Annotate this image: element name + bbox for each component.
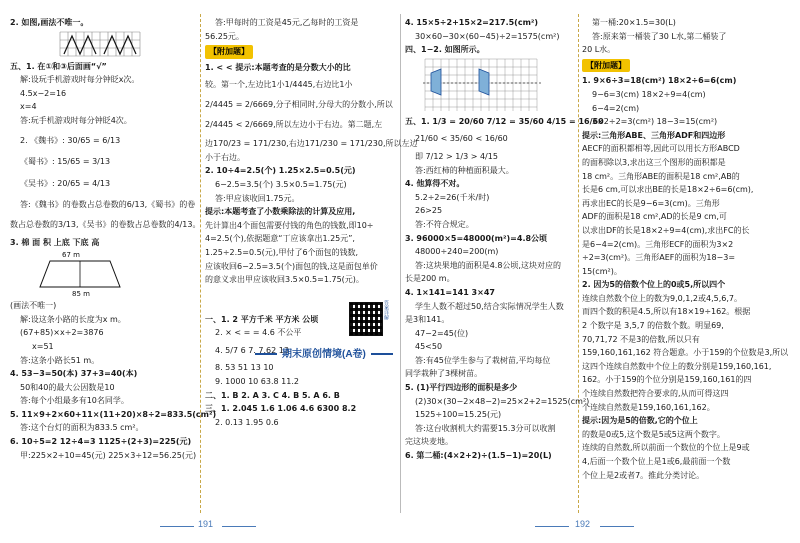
text-line: 答:原来第一桶装了30 L水,第二桶装了 (592, 31, 727, 41)
text-line: AECF的面积都相等,因此可以用长方形ABCD (582, 144, 740, 154)
text-line: 15(cm²)。 (582, 266, 622, 276)
text-line: 4. 1×141=141 3×47 (405, 287, 495, 297)
trapezoid-figure (10, 249, 130, 297)
column-2 (205, 16, 418, 429)
text-line: 48000÷240=200(m) (415, 247, 499, 257)
tip-line: 提示:本题考查了小数乘除法的计算及应用, (205, 207, 356, 217)
text-line: 5.2÷2=26(千米/时) (415, 192, 490, 202)
text-line: 9−6=3(cm) 18×2÷9=4(cm) (592, 89, 706, 99)
grid-figure-space (10, 30, 195, 60)
text-line: 21/60 < 35/60 < 16/60 (415, 134, 508, 144)
text-line: 2. 如图,画法不唯一。 (10, 18, 89, 27)
text-line: 30×60−30×(60−45)÷2=1575(cm²) (415, 31, 560, 41)
text-line: 甲:225×2÷10=45(元) 225×3÷12=56.25(元) (20, 450, 197, 460)
text-line: 解:设这条小路的长度为x m。 (20, 314, 126, 324)
text-line: 4. 53−3=50(本) 37+3=40(本) (10, 369, 138, 379)
text-line: x=4 (20, 102, 37, 112)
text-line: 边170/23 = 171/230,右边171/230 = 171/230,所以左边 (205, 139, 418, 149)
text-line: 是3和141。 (405, 315, 450, 325)
text-line: 即 7/12 > 1/3 > 4/15 (415, 151, 498, 161)
text-line: x=51 (32, 341, 54, 351)
coordinate-grid (405, 57, 555, 113)
text-line: 答:不符合规定。 (415, 219, 474, 229)
qr-label: 答案详解 (383, 300, 389, 320)
text-line: 五、1. 在①和③后面画“√” (10, 61, 107, 71)
text-line: 2. 10÷4=2.5(个) 1.25×2.5=0.5(元) (205, 166, 356, 176)
text-line: 2. 因为5的倍数个位上的0或5,所以四个 (582, 280, 726, 290)
text-line: 答:这条小路长51 m。 (20, 355, 100, 365)
text-line: 6. 第二桶:(4×2+2)÷(1.5−1)=20(L) (405, 451, 552, 461)
text-line: 3×2÷2=3(cm²) 18−3=15(cm²) (592, 117, 718, 127)
text-line: 小于右边。 (205, 152, 245, 162)
text-line: 答:甲应该收回1.75元。 (215, 193, 300, 203)
text-line: 解:设玩手机游戏时每分钟眨x次。 (20, 75, 140, 85)
qr-code[interactable] (349, 302, 383, 336)
page-number-rule (600, 526, 634, 527)
text-line: 70,71,72 不是3的倍数,所以只有 (582, 334, 700, 344)
text-line: 长是6 cm,可以求出BE的长是18×2÷6=6(cm), (582, 185, 754, 195)
text-line: 45<50 (415, 342, 443, 352)
text-line: 的面积除以3,求出这三个图形的面积都是 (582, 157, 726, 167)
text-line: ÷2=3(cm²)。三角形AEF的面积为18−3= (582, 253, 736, 263)
tip-line: 提示:因为是5的倍数,它的个位上 (582, 416, 698, 426)
text-line: 47−2=45(位) (415, 328, 469, 338)
text-line: 答:这块果地的面积是4.8公顷,这块对应的 (415, 260, 561, 270)
text-line: 1525÷100=15.25(元) (415, 410, 502, 420)
text-line: 的数是0或5,这个数是5或5这两个数字。 (582, 429, 725, 439)
text-line: 数占总卷数的3/13,《吴书》的卷数占总卷数的4/13。 (10, 219, 201, 229)
page-gutter (400, 14, 401, 513)
column-4 (582, 16, 792, 482)
column-divider (200, 14, 201, 513)
text-line: 2. 0.13 1.95 0.6 (215, 417, 279, 427)
text-line: 五、1. 1/3 = 20/60 7/12 = 35/60 4/15 = 16/60 (405, 116, 604, 126)
text-line: 1.25÷2.5=0.5(元),甲付了6个面包的钱数, (205, 247, 359, 257)
text-line: 个连续自然数是159,160,161,162。 (582, 402, 715, 412)
exam-title: 期末原创情境(A卷) (250, 345, 398, 360)
text-line: 2/4445 < 2/6669,所以左边小于右边。第二题,左 (205, 119, 383, 129)
svg-text:85 m: 85 m (72, 290, 90, 299)
text-line: 先计算出4个面包需要付钱的角色的钱数,即10÷ (205, 220, 374, 230)
text-line: 而四个数的积是4.5,所以有18×19÷162。根据 (582, 307, 751, 317)
text-line: 三、1. 2.045 1.6 1.06 4.6 6300 8.2 (205, 404, 357, 414)
text-line: 连续的自然数,所以前面一个数位的个位上是9或 (582, 443, 750, 453)
text-line: 2/4445 = 2/6669,分子相同时,分母大的分数小,所以 (205, 99, 393, 109)
text-line: 是6−4=2(cm)。三角形ECF的面积为3×2 (582, 239, 734, 249)
section-heading: 【附加题】 (582, 59, 630, 73)
text-line: ADF的面积是18 cm²,AD的长是9 cm,可 (582, 212, 727, 222)
text-line: 长是200 m。 (405, 274, 455, 284)
column-divider (578, 14, 579, 513)
text-line: 《蜀书》: 15/65 = 3/13 (20, 157, 111, 167)
text-line: 4=2.5(个),依据题意“丁应该拿出1.25元”, (205, 234, 355, 244)
text-line: 连续自然数个位上的数为9,0,1,2或4,5,6,7。 (582, 293, 742, 303)
text-line: 四、1−2. 如图所示。 (405, 45, 485, 55)
text-line: 4,后面一个数个位上是1或6,最前面一个数 (582, 457, 731, 466)
text-line: 二、1. B 2. A 3. C 4. B 5. A 6. B (205, 390, 340, 400)
text-line: 5. 11×9+2×60+11×(11+20)×8÷2=833.5(cm²) (10, 409, 217, 419)
section-heading: 【附加题】 (205, 45, 253, 59)
text-line: 2. × < = = 4.6 不公平 (215, 328, 302, 338)
text-line: 162。小于159的个位分别是159,160,161的四 (582, 375, 752, 385)
text-line: (2)30×(30−2×48−2)=25×2+2=1525(cm²) (415, 396, 590, 406)
text-line: 答:每个小组最多有10名同学。 (20, 396, 129, 406)
page-number-right: 192 (575, 519, 591, 529)
text-line: 学生人数不超过50,结合实际情况学生人数 (415, 301, 564, 311)
text-line: 这四个连续自然数中个位上的数分别是159,160,161, (582, 361, 772, 371)
text-line: 答:西红柿的种植面积最大。 (415, 165, 514, 175)
page-number-left: 191 (198, 519, 214, 529)
text-line: 20 L水。 (582, 45, 616, 55)
text-line: 2. 《魏书》: 30/65 = 6/13 (20, 135, 121, 145)
text-line: 《吴书》: 20/65 = 4/13 (20, 178, 111, 188)
text-line: 第一桶:20×1.5=30(L) (592, 18, 676, 27)
text-line: 答:《魏书》的卷数占总卷数的6/13,《蜀书》的卷 (20, 200, 196, 210)
text-line: 的意义求出甲应该收回3.5×0.5=1.75(元)。 (205, 275, 364, 285)
text-line: 4. 5/7 6 7. 7.62 13 (215, 345, 289, 355)
text-line: 个连续自然数把符合要求的,从而可得这四 (582, 389, 729, 399)
text-line: 完这块麦地。 (405, 437, 453, 447)
text-line: 3. 棉 面 积 上底 下底 高 (10, 237, 100, 247)
text-line: 50和40的最大公因数是10 (20, 382, 115, 392)
text-line: 9. 1000 10 63.8 11.2 (215, 377, 299, 387)
text-line: 同学栽种了3棵树苗。 (405, 369, 483, 379)
text-line: 8. 53 51 13 10 (215, 363, 274, 373)
text-line: 1. 9×6÷3=18(cm²) 18×2÷6=6(cm) (582, 76, 737, 86)
column-1 (10, 16, 217, 462)
text-line: 4. 15×5÷2+15×2=217.5(cm²) (405, 18, 539, 27)
text-line: 较。第一个,左边比1小1/4445,右边比1小 (205, 80, 353, 90)
svg-text:67 m: 67 m (62, 251, 80, 260)
text-line: 3. 96000×5=48000(m²)=4.8公顷 (405, 233, 548, 243)
text-line: 2 个数字是 3,5,7 的倍数个数。明显69, (582, 321, 724, 331)
trapezoid-space (10, 249, 195, 299)
text-line: 26>25 (415, 206, 443, 216)
text-line: (67+85)×x÷2=3876 (20, 328, 104, 338)
text-line: 6. 10÷5=2 12÷4=3 1125÷(2+3)=225(元) (10, 437, 192, 447)
text-line: 56.25元。 (205, 31, 244, 41)
text-line: 1. < < 提示:本题考查的是分数大小的比 (205, 62, 351, 72)
text-line: 答:这台收割机大约需要15.3分可以收割 (415, 423, 556, 433)
page-number-rule (160, 526, 194, 527)
page-number-rule (222, 526, 256, 527)
text-line: 5. (1)平行四边形的面积是多少 (405, 383, 518, 393)
text-line: 再求出EC的长是9−6=3(cm)。三角形 (582, 198, 720, 208)
page-number-rule (535, 526, 569, 527)
text-line: 6−4=2(cm) (592, 103, 640, 113)
text-line: 答:玩手机游戏时每分钟眨4次。 (20, 115, 132, 125)
text-line: (画法不唯一) (10, 301, 57, 311)
grid-drawing (10, 30, 150, 58)
text-line: 一、1. 2 平方千米 平方米 公顷 (205, 314, 319, 324)
text-line: 18 cm²。三角形ABE的面积是18 cm²,AB的 (582, 171, 740, 181)
text-line: 4. 他算得不对。 (405, 179, 465, 189)
text-line: 159,160,161,162 符合题意。小于159的个位数是3,所以 (582, 348, 789, 358)
text-line: 以求出DF的长是18×2÷9=4(cm),求出FC的长 (582, 225, 750, 235)
tip-line: 提示:三角形ABE、三角形ADF和四边形 (582, 130, 726, 140)
text-line: 个位上是2或者7。推此分类讨论。 (582, 470, 705, 480)
text-line: 答:有45位学生参与了栽树苗,平均每位 (415, 355, 551, 365)
grid-figure-space (405, 57, 575, 115)
text-line: 答:甲每时的工资是45元,乙每时的工资是 (215, 18, 359, 27)
text-line: 6−2.5=3.5(个) 3.5×0.5=1.75(元) (215, 179, 347, 189)
text-line: 答:这个台灯的面积为833.5 cm²。 (20, 423, 144, 433)
text-line: 应该收回6−2.5=3.5(个)面包的钱,这是面包单价 (205, 261, 378, 271)
text-line: 4.5x−2=16 (20, 88, 67, 98)
